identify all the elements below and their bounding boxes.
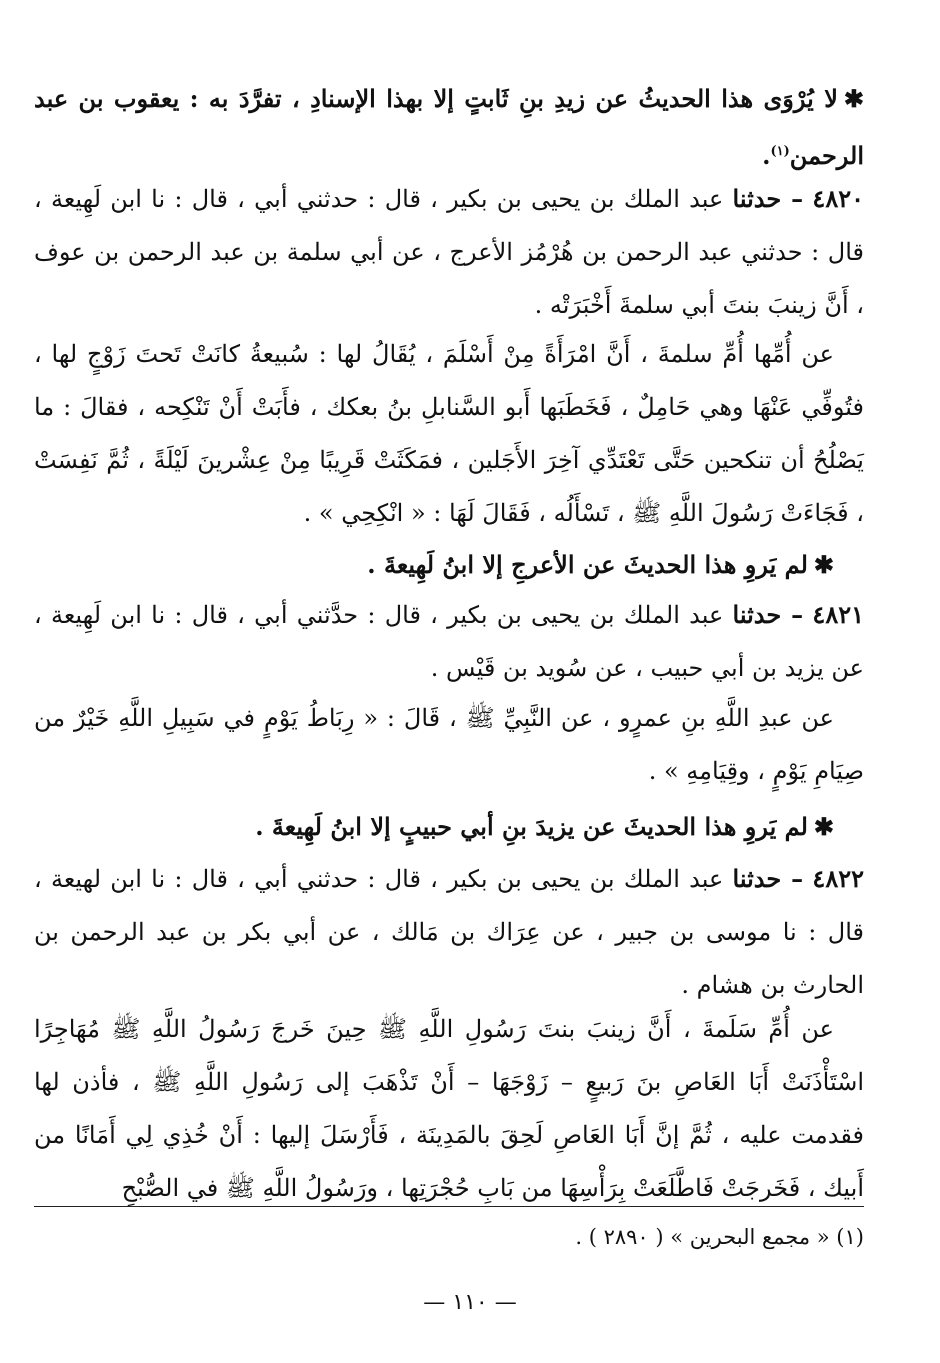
hadith-lead: حدثنا [732, 184, 782, 213]
star-icon: ✱ [813, 812, 834, 841]
note-3-text: لم يَروِ هذا الحديثَ عن يزيدَ بنِ أبي حبيبٍ إلا ابنُ لَهِيعةَ . [255, 812, 808, 841]
star-icon: ✱ [843, 84, 864, 113]
hadith-isnad: عبد الملك بن يحيى بن بكير ، قال : حدَّثني أبي ، قال : نا ابن لَهِيعة ، عن يزيد بن أبي حبيب ، عن سُويد بن قَيْس . [34, 601, 864, 682]
matn-4822 [34, 1003, 864, 1215]
note-1-text: لا يُرْوَى هذا الحديثُ عن زيدِ بنِ ثَابتٍ إلا بهذا الإسنادِ ، تفرَّدَ به : يعقوب بن عبد الرحمن [34, 84, 864, 170]
footnote: (١) « مجمع البحرين » ( ٢٨٩٠ ) . [575, 1225, 864, 1249]
hadith-4822: ٤٨٢٢ – حدثنا عبد الملك بن يحيى بن بكير ، قال : حدثني أبي ، قال : نا ابن لهيعة ، قال : نا موسى بن جبير ، عن عِرَاك بن مَالك ، عن أبي بكر بن عبد الرحمن بن الحارث بن هشام . [34, 864, 864, 999]
hadith-number: ٤٨٢٢ [812, 864, 864, 893]
note-1 [34, 72, 864, 182]
note-3 [34, 800, 864, 853]
note-1-tail: . [762, 141, 771, 170]
matn-4821 [34, 692, 864, 798]
hadith-lead: حدثنا [732, 600, 782, 629]
matn-text: عن أُمِّ سَلَمةَ ، أَنَّ زينبَ بنتَ رَسُولِ اللَّهِ ﷺ حِينَ خَرجَ رَسُولُ اللَّهِ ﷺ مُهَاجِرًا اسْتَأْذَنَتْ أَبَا العَاصِ بنَ رَبيعٍ – زَوْجَهَا – أَنْ تَذْهَبَ إلى رَسُولِ اللَّهِ ﷺ ، فأذن لها فقدمت عليه ، ثُمَّ إنَّ أَبَا العَاصِ لَحِقَ بالمَدِينَة ، فَأَرْسَلَ إليها : أَنْ خُذِي لِي أَمَانًا من أَبيك ، فَخَرجَتْ فَاطَّلَعَتْ بِرَأْسِهَا من بَابِ حُجْرَتِها ، ورَسُولُ اللَّهِ ﷺ في الصُّبْحِ [34, 1015, 864, 1202]
hadith-4821: ٤٨٢١ – حدثنا عبد الملك بن يحيى بن بكير ، قال : حدَّثني أبي ، قال : نا ابن لَهِيعة ، عن يزيد بن أبي حبيب ، عن سُويد بن قَيْس . [34, 600, 864, 682]
star-icon: ✱ [813, 550, 834, 579]
footnote-divider [34, 1206, 864, 1207]
footnote-ref: (١) [770, 144, 790, 159]
hadith-number: ٤٨٢٠ [812, 184, 864, 213]
hadith-4820: ٤٨٢٠ – حدثنا عبد الملك بن يحيى بن بكير ، قال : حدثني أبي ، قال : نا ابن لَهِيعة ، قال : حدثني عبد الرحمن بن هُرْمُز الأعرج ، عن أبي سلمة بن عبد الرحمن بن عوف ، أَنَّ زينبَ بنتَ أبي سلمةَ أَخْبَرَتْه . [34, 184, 864, 319]
note-2 [34, 538, 864, 591]
hadith-number: ٤٨٢١ [812, 600, 864, 629]
page-number: — ١١٠ — [423, 1290, 517, 1315]
matn-4820 [34, 328, 864, 540]
hadith-isnad: عبد الملك بن يحيى بن بكير ، قال : حدثني أبي ، قال : نا ابن لَهِيعة ، قال : حدثني عبد الرحمن بن هُرْمُز الأعرج ، عن أبي سلمة بن عبد الرحمن بن عوف ، أَنَّ زينبَ بنتَ أبي سلمةَ أَخْبَرَتْه . [34, 185, 864, 319]
matn-text: عن أُمِّها أُمِّ سلمةَ ، أَنَّ امْرَأَةً مِنْ أَسْلَمَ ، يُقَالُ لها : سُبيعةُ كانَتْ تَحتَ زَوْجٍ لها ، فتُوفِّي عَنْهَا وهي حَامِلٌ ، فَخَطَبَها أَبو السَّنابلِ بنُ بعكك ، فأَبَتْ أَنْ تَنْكِحه ، فقالَ : ما يَصْلُحُ أن تنكحين حَتَّى تَعْتَدِّي آخِرَ الأَجَلين ، فمَكَثَتْ قَرِيبًا مِنْ عِشْرينَ لَيْلَةً ، ثُمَّ نَفِسَتْ ، فَجَاءَتْ رَسُولَ اللَّهِ ﷺ ، تَسْأَلُه ، فَقَالَ لَهَا : « انْكِحِي » . [34, 340, 864, 527]
hadith-lead: حدثنا [732, 864, 782, 893]
hadith-isnad: عبد الملك بن يحيى بن بكير ، قال : حدثني أبي ، قال : نا ابن لهيعة ، قال : نا موسى بن جبير ، عن عِرَاك بن مَالك ، عن أبي بكر بن عبد الرحمن بن الحارث بن هشام . [34, 865, 864, 999]
note-2-text: لم يَروِ هذا الحديثَ عن الأعرجِ إلا ابنُ لَهِيعةَ . [367, 550, 808, 579]
matn-text: عن عبدِ اللَّهِ بنِ عمرٍو ، عن النَّبِيِّ ﷺ ، قَالَ : « رِبَاطُ يَوْمٍ في سَبِيلِ اللَّهِ خَيْرٌ من صِيَامِ يَوْمٍ ، وقِيَامِهِ » . [34, 704, 864, 785]
